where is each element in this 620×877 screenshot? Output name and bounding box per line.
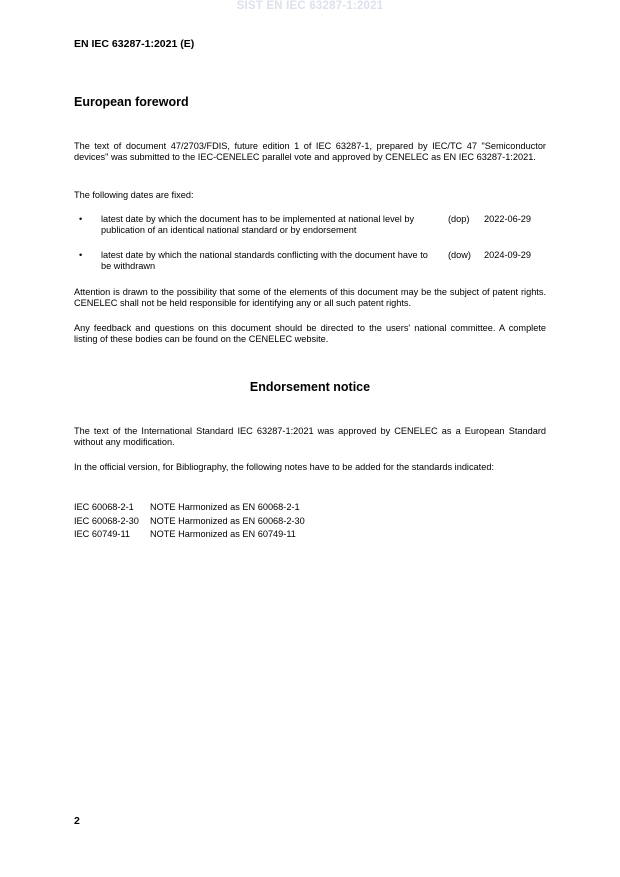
date-value: 2022-06-29	[484, 214, 531, 224]
foreword-paragraph-1: The text of document 47/2703/FDIS, future edition 1 of IEC 63287-1, prepared by IEC/TC 47 "Semiconductor devices" was submitted to the IEC-CENELEC parallel vote and approved by CENELEC as EN IEC 63287-1:2021.	[74, 141, 546, 162]
foreword-paragraph-4: Any feedback and questions on this document should be directed to the users' national committee. A complete listing of these bodies can be found on the CENELEC website.	[74, 323, 546, 344]
watermark: SIST EN IEC 63287-1:2021	[236, 0, 384, 12]
standard-ref: IEC 60749-11	[74, 529, 131, 539]
date-code: (dop)	[448, 214, 470, 224]
foreword-paragraph-2: The following dates are fixed:	[74, 190, 194, 200]
document-header: EN IEC 63287-1:2021 (E)	[74, 38, 195, 50]
date-description: latest date by which the document has to be implemented at national level by publication of an identical national standard or by endorsement	[101, 214, 415, 235]
endorsement-heading: Endorsement notice	[249, 380, 371, 394]
date-code: (dow)	[448, 250, 471, 260]
harmonized-note: NOTE Harmonized as EN 60749-11	[150, 529, 296, 539]
harmonized-note: NOTE Harmonized as EN 60068-2-1	[150, 502, 300, 512]
date-value: 2024-09-29	[484, 250, 531, 260]
standard-ref: IEC 60068-2-30	[74, 515, 139, 526]
foreword-heading: European foreword	[74, 95, 189, 109]
endorsement-paragraph-1: The text of the International Standard IEC 63287-1:2021 was approved by CENELEC as a European Standard without any modification.	[74, 426, 546, 447]
bullet-icon: •	[79, 214, 83, 224]
bullet-icon: •	[79, 250, 83, 260]
endorsement-paragraph-2: In the official version, for Bibliography, the following notes have to be added for the standards indicated:	[74, 462, 494, 472]
page-number: 2	[74, 815, 80, 827]
harmonized-note: NOTE Harmonized as EN 60068-2-30	[150, 515, 305, 526]
date-description: latest date by which the national standards conflicting with the document have to be withdrawn	[101, 250, 428, 271]
foreword-paragraph-3: Attention is drawn to the possibility that some of the elements of this document may be the subject of patent rights. CENELEC shall not be held responsible for identifying any or all such patent rights.	[74, 287, 546, 308]
standard-ref: IEC 60068-2-1	[74, 502, 134, 512]
